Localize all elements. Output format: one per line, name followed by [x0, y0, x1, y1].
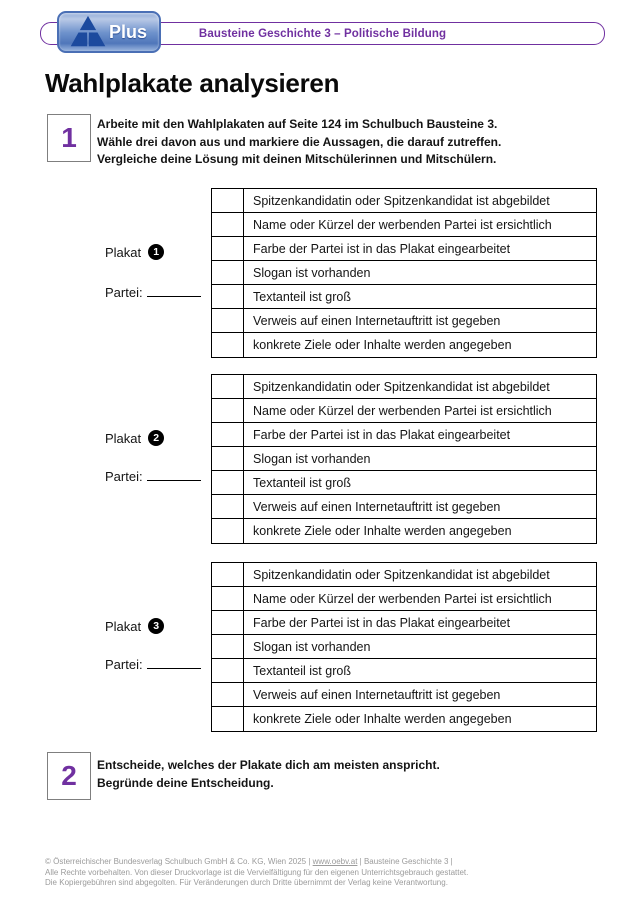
page-title: Wahlplakate analysieren — [45, 68, 340, 98]
table-row — [212, 587, 596, 611]
criteria-table-plakat-3 — [211, 562, 597, 732]
logo-plus-label: Plus — [109, 21, 148, 42]
checkbox-cell[interactable] — [212, 261, 244, 284]
table-row — [212, 495, 596, 519]
table-row — [212, 237, 596, 261]
checkbox-cell[interactable] — [212, 587, 244, 610]
criterion-label: Name oder Kürzel der werbenden Partei ist ersichtlich — [253, 403, 552, 418]
criterion-label: Verweis auf einen Internetauftritt ist gegeben — [253, 313, 501, 328]
publisher-logo — [57, 11, 161, 53]
criterion-label: Farbe der Partei ist in das Plakat eingearbeitet — [253, 241, 511, 256]
criteria-table-plakat-1 — [211, 188, 597, 358]
criterion-label: Name oder Kürzel der werbenden Partei ist ersichtlich — [253, 591, 552, 606]
criterion-label: konkrete Ziele oder Inhalte werden angegeben — [253, 338, 512, 352]
task1-instruction-line: Arbeite mit den Wahlplakaten auf Seite 124 im Schulbuch Bausteine 3. — [97, 117, 498, 131]
partei-1-blank-field[interactable] — [147, 284, 201, 297]
oebv-triangle-icon — [69, 14, 107, 50]
checkbox-cell[interactable] — [212, 447, 244, 470]
task2-number-box — [47, 752, 91, 800]
checkbox-cell[interactable] — [212, 285, 244, 308]
checkbox-cell[interactable] — [212, 375, 244, 398]
table-row — [212, 213, 596, 237]
criterion-label: Slogan ist vorhanden — [253, 451, 371, 466]
task1-number-box — [47, 114, 91, 162]
plakat-3-label — [105, 618, 164, 634]
criterion-label: Textanteil ist groß — [253, 663, 351, 678]
plakat-2-number-badge: 2 — [148, 430, 164, 446]
oebv-link[interactable]: www.oebv.at — [312, 857, 358, 866]
checkbox-cell[interactable] — [212, 333, 244, 357]
table-row — [212, 611, 596, 635]
plakat-word: Plakat — [105, 618, 142, 634]
task1-instruction-line: Vergleiche deine Lösung mit deinen Mitschülerinnen und Mitschülern. — [97, 152, 497, 166]
table-row — [212, 261, 596, 285]
checkbox-cell[interactable] — [212, 213, 244, 236]
header-banner-title: Bausteine Geschichte 3 – Politische Bildung — [198, 27, 447, 40]
table-row — [212, 375, 596, 399]
criterion-label: Farbe der Partei ist in das Plakat eingearbeitet — [253, 615, 511, 630]
table-row — [212, 333, 596, 357]
checkbox-cell[interactable] — [212, 659, 244, 682]
plakat-1-label — [105, 244, 164, 260]
checkbox-cell[interactable] — [212, 423, 244, 446]
table-row — [212, 189, 596, 213]
criterion-label: konkrete Ziele oder Inhalte werden angegeben — [253, 712, 512, 726]
checkbox-cell[interactable] — [212, 237, 244, 260]
criterion-label: Spitzenkandidatin oder Spitzenkandidat ist abgebildet — [253, 567, 550, 582]
checkbox-cell[interactable] — [212, 563, 244, 586]
checkbox-cell[interactable] — [212, 399, 244, 422]
checkbox-cell[interactable] — [212, 189, 244, 212]
table-row — [212, 659, 596, 683]
table-row — [212, 285, 596, 309]
task2-instructions — [97, 757, 602, 792]
plakat-1-number-badge: 1 — [148, 244, 164, 260]
footer-book-ref: | Bausteine Geschichte 3 | — [357, 857, 453, 866]
criterion-label: Spitzenkandidatin oder Spitzenkandidat ist abgebildet — [253, 379, 550, 394]
checkbox-cell[interactable] — [212, 635, 244, 658]
checkbox-cell[interactable] — [212, 495, 244, 518]
partei-word: Partei: — [105, 285, 143, 300]
criterion-label: Name oder Kürzel der werbenden Partei ist ersichtlich — [253, 217, 552, 232]
criterion-label: Verweis auf einen Internetauftritt ist gegeben — [253, 499, 501, 514]
checkbox-cell[interactable] — [212, 611, 244, 634]
table-row — [212, 423, 596, 447]
criterion-label: Verweis auf einen Internetauftritt ist gegeben — [253, 687, 501, 702]
partei-3-blank-field[interactable] — [147, 656, 201, 669]
footer-line-3: Die Kopiergebühren sind abgegolten. Für Veränderungen durch Dritte übernimmt der Verlag keine Verantwortung. — [45, 878, 448, 887]
partei-word: Partei: — [105, 657, 143, 672]
table-row — [212, 635, 596, 659]
partei-2-blank-field[interactable] — [147, 468, 201, 481]
partei-1-label — [105, 284, 201, 300]
criteria-table-plakat-2 — [211, 374, 597, 544]
checkbox-cell[interactable] — [212, 519, 244, 543]
plakat-3-number-badge: 3 — [148, 618, 164, 634]
table-row — [212, 447, 596, 471]
table-row — [212, 683, 596, 707]
plakat-2-label — [105, 430, 164, 446]
criterion-label: konkrete Ziele oder Inhalte werden angegeben — [253, 524, 512, 538]
partei-3-label — [105, 656, 201, 672]
table-row — [212, 309, 596, 333]
checkbox-cell[interactable] — [212, 683, 244, 706]
plakat-word: Plakat — [105, 244, 142, 260]
checkbox-cell[interactable] — [212, 471, 244, 494]
criterion-label: Spitzenkandidatin oder Spitzenkandidat ist abgebildet — [253, 193, 550, 208]
criterion-label: Textanteil ist groß — [253, 475, 351, 490]
footer-copyright-text: © Österreichischer Bundesverlag Schulbuch GmbH & Co. KG, Wien 2025 | — [45, 857, 313, 866]
copyright-footer — [45, 857, 605, 889]
table-row — [212, 707, 596, 731]
task1-number: 1 — [61, 122, 77, 153]
task2-instruction-line: Entscheide, welches der Plakate dich am meisten anspricht. — [97, 758, 440, 772]
footer-line-1 — [45, 857, 605, 868]
table-row — [212, 471, 596, 495]
partei-word: Partei: — [105, 469, 143, 484]
criterion-label: Slogan ist vorhanden — [253, 265, 371, 280]
table-row — [212, 519, 596, 543]
task2-number: 2 — [61, 760, 77, 791]
footer-line-2: Alle Rechte vorbehalten. Von dieser Druckvorlage ist die Vervielfältigung für den eigenen Unterrichtsgebrauch gestattet. — [45, 867, 469, 877]
task1-instruction-line: Wähle drei davon aus und markiere die Aussagen, die darauf zutreffen. — [97, 134, 502, 149]
criterion-label: Slogan ist vorhanden — [253, 639, 371, 654]
plakat-word: Plakat — [105, 430, 142, 446]
checkbox-cell[interactable] — [212, 707, 244, 731]
partei-2-label — [105, 468, 201, 484]
checkbox-cell[interactable] — [212, 309, 244, 332]
table-row — [212, 399, 596, 423]
task1-instructions — [97, 116, 602, 169]
table-row — [212, 563, 596, 587]
task2-instruction-line: Begründe deine Entscheidung. — [97, 775, 274, 790]
criterion-label: Farbe der Partei ist in das Plakat eingearbeitet — [253, 427, 511, 442]
criterion-label: Textanteil ist groß — [253, 289, 351, 304]
